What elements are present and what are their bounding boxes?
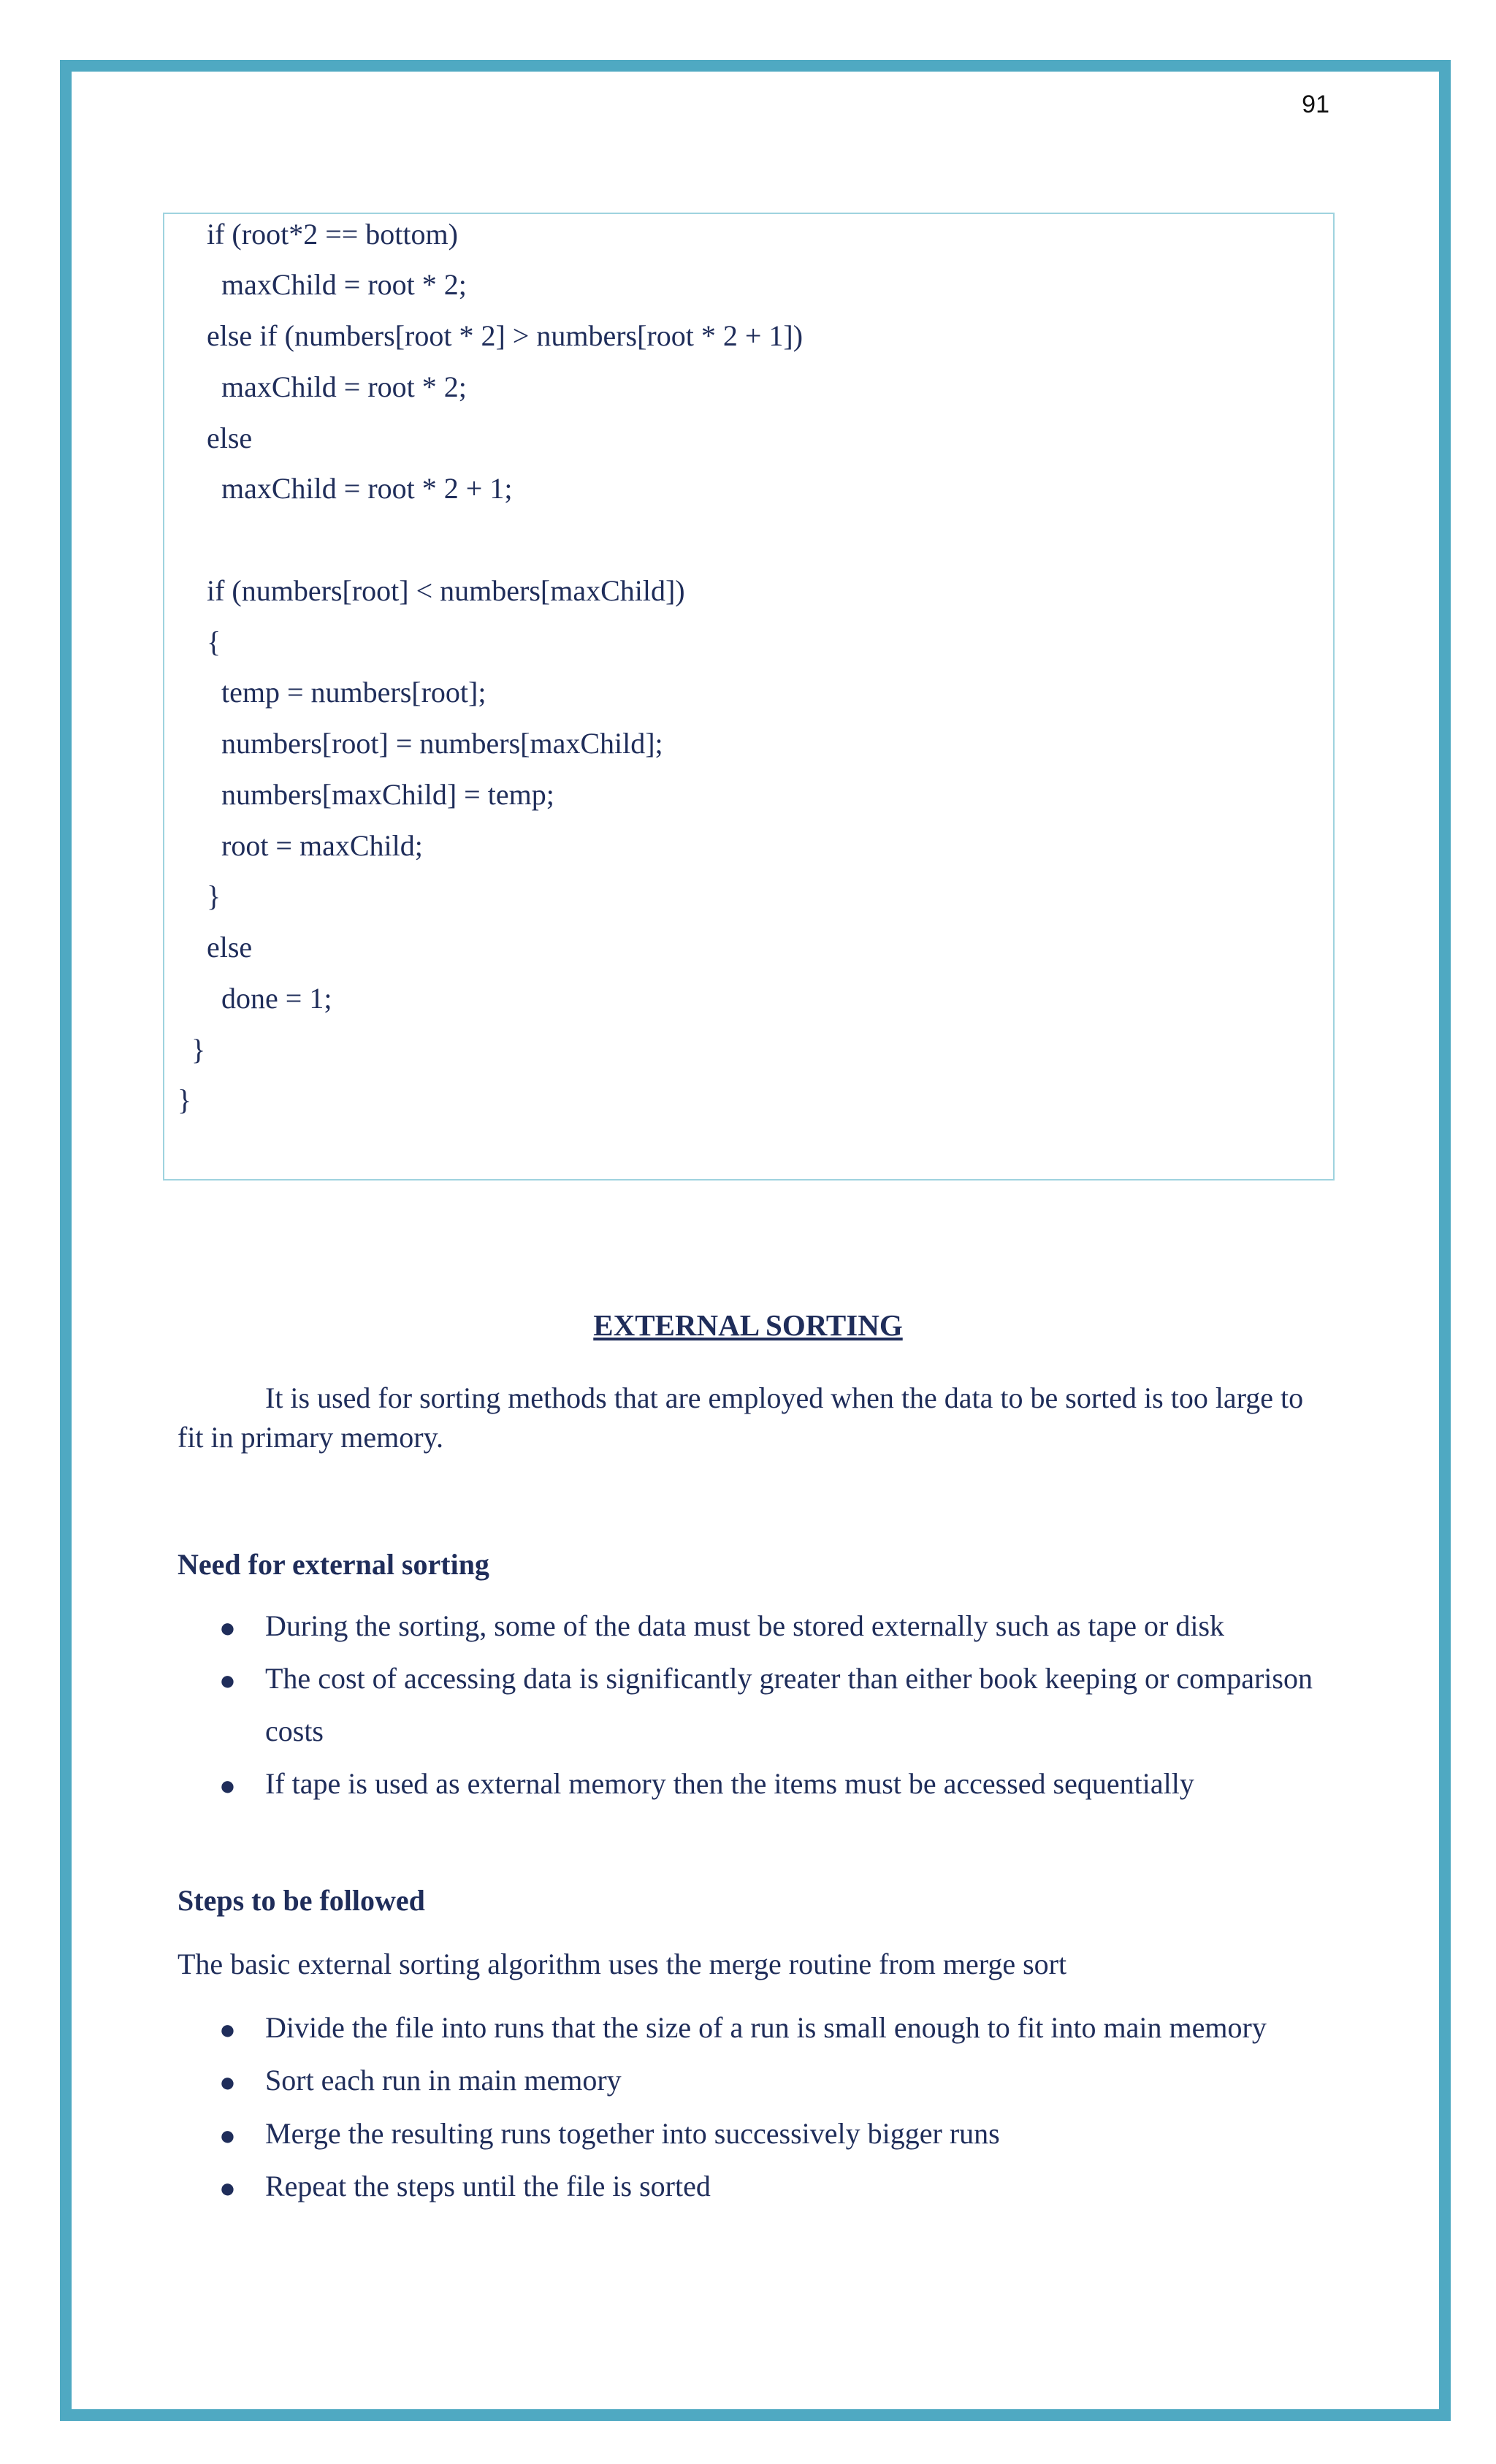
bullet-dot: ● <box>219 2015 236 2045</box>
intro-paragraph: It is used for sorting methods that are employed when the data to be sorted is too large to fit in primary memory. <box>178 1381 1304 1454</box>
step-item: Repeat the steps until the file is sorted <box>265 2170 711 2202</box>
steps-heading: Steps to be followed <box>178 1884 425 1917</box>
bullet-dot: ● <box>219 2173 236 2204</box>
bullet-dot: ● <box>219 2067 236 2098</box>
code-line: } <box>178 1083 192 1116</box>
bullet-dot: ● <box>219 1771 236 1801</box>
code-line: { <box>207 625 221 658</box>
bullet-dot: ● <box>219 1666 236 1696</box>
code-line: done = 1; <box>207 982 332 1015</box>
need-item: If tape is used as external memory then the items must be accessed sequentially <box>265 1767 1194 1800</box>
bullet-dot: ● <box>219 1613 236 1644</box>
code-line: else <box>207 931 253 964</box>
page-number: 91 <box>1302 91 1329 118</box>
step-item: Merge the resulting runs together into successively bigger runs <box>265 2117 1000 2150</box>
code-line: maxChild = root * 2; <box>207 370 467 403</box>
code-line: if (numbers[root] < numbers[maxChild]) <box>207 574 685 607</box>
need-item: The cost of accessing data is significantly greater than either book keeping or comparison costs <box>265 1662 1313 1747</box>
bullet-dot: ● <box>219 2121 236 2151</box>
need-heading: Need for external sorting <box>178 1548 489 1581</box>
code-line: numbers[root] = numbers[maxChild]; <box>207 727 663 760</box>
code-line: else <box>207 422 253 454</box>
need-item: During the sorting, some of the data must be stored externally such as tape or disk <box>265 1609 1225 1642</box>
steps-intro: The basic external sorting algorithm uses the merge routine from merge sort <box>178 1948 1067 1980</box>
step-item: Sort each run in main memory <box>265 2064 622 2097</box>
step-item: Divide the file into runs that the size of a run is small enough to fit into main memory <box>265 2011 1267 2044</box>
code-line: } <box>207 880 221 912</box>
code-line: numbers[maxChild] = temp; <box>207 778 554 811</box>
code-line: else if (numbers[root * 2] > numbers[root * 2 + 1]) <box>207 319 804 352</box>
code-line: maxChild = root * 2 + 1; <box>207 472 513 505</box>
code-line: if (root*2 == bottom) <box>207 218 458 251</box>
code-line: maxChild = root * 2; <box>207 268 467 301</box>
section-title: EXTERNAL SORTING <box>593 1308 903 1342</box>
code-line: temp = numbers[root]; <box>207 676 486 709</box>
code-line: root = maxChild; <box>207 829 423 862</box>
code-line: } <box>191 1033 206 1066</box>
